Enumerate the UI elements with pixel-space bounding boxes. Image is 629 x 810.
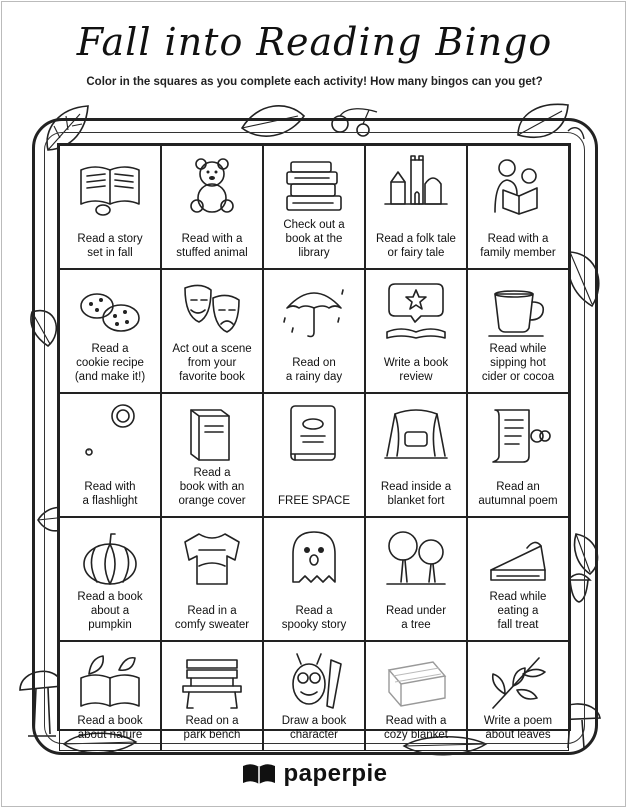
page-subtitle: Color in the squares as you complete each activity! How many bingos can you get?: [86, 76, 543, 88]
bingo-cell[interactable]: [467, 517, 569, 641]
bingo-cell-label: Read a folk tale or fairy tale: [376, 233, 456, 259]
bingo-cell[interactable]: [161, 269, 263, 393]
castle-icon: [381, 154, 451, 218]
bingo-cell[interactable]: [263, 393, 365, 517]
bingo-cell[interactable]: [365, 145, 467, 269]
bingo-cell-label: Read a book with an orange cover: [178, 467, 246, 507]
bingo-cell[interactable]: [365, 269, 467, 393]
bingo-cell-label: Write a book review: [383, 357, 449, 383]
bingo-cell-label: Read a book about a pumpkin: [77, 591, 143, 631]
umbrella-icon: [279, 278, 349, 342]
bingo-cell-label: Read inside a blanket fort: [380, 481, 452, 507]
bingo-cell-label: Read while sipping hot cider or cocoa: [481, 343, 555, 383]
theater-masks-icon: [177, 278, 247, 342]
bingo-cell-label: Act out a scene from your favorite book: [172, 343, 252, 383]
bench-icon: [177, 650, 247, 714]
pie-slice-icon: [483, 526, 553, 590]
bingo-cell[interactable]: [467, 269, 569, 393]
bingo-cell[interactable]: [263, 145, 365, 269]
standing-book-icon: [177, 402, 247, 466]
bingo-cell[interactable]: [59, 517, 161, 641]
bingo-cell[interactable]: [467, 393, 569, 517]
closed-book-icon: [279, 402, 349, 466]
bingo-cell[interactable]: [263, 641, 365, 751]
bingo-cell[interactable]: [161, 641, 263, 751]
bingo-cell[interactable]: [263, 517, 365, 641]
leaf-branch-icon: [483, 650, 553, 714]
bingo-cell-label: Read on a park bench: [183, 715, 241, 741]
bingo-cell[interactable]: [161, 145, 263, 269]
bingo-cell-label: Read on a rainy day: [285, 357, 343, 383]
bingo-cell[interactable]: [59, 641, 161, 751]
teddy-bear-icon: [177, 154, 247, 218]
trees-icon: [381, 526, 451, 590]
family-reading-icon: [483, 154, 553, 218]
bingo-cell[interactable]: [365, 517, 467, 641]
bingo-cell-label: Read a story set in fall: [77, 233, 143, 259]
pumpkin-icon: [75, 526, 145, 590]
bingo-grid: [57, 143, 571, 741]
book-stack-icon: [279, 154, 349, 218]
mug-icon: [483, 278, 553, 342]
bingo-cell[interactable]: [263, 269, 365, 393]
bingo-cell-label: Read with a stuffed animal: [176, 233, 248, 259]
bingo-cell-label: Read a book about nature: [77, 715, 143, 741]
bingo-cell-label: Read under a tree: [385, 605, 447, 631]
sweater-icon: [177, 526, 247, 590]
bingo-cell-label: Read a spooky story: [281, 605, 347, 631]
bingo-cell[interactable]: [161, 393, 263, 517]
book-logo-icon: [241, 762, 277, 786]
bingo-cell-label: Read with a cozy blanket: [384, 715, 448, 741]
bingo-cell-label: Write a poem about leaves: [483, 715, 553, 741]
bingo-cell[interactable]: [59, 269, 161, 393]
bingo-cell-label: Draw a book character: [281, 715, 347, 741]
logo-text: paperpie: [283, 760, 388, 787]
flashlight-icon: [75, 402, 145, 466]
bingo-cell[interactable]: [365, 641, 467, 751]
bingo-cell-label: Read a cookie recipe (and make it!): [74, 343, 146, 383]
bingo-cell-label: Read while eating a fall treat: [489, 591, 547, 631]
bingo-cell[interactable]: [467, 641, 569, 751]
blanket-fort-icon: [381, 402, 451, 466]
bingo-cell-label: Read with a flashlight: [82, 481, 138, 507]
brand-logo: [0, 760, 629, 788]
book-star-icon: [381, 278, 451, 342]
nature-book-icon: [75, 650, 145, 714]
bingo-cell-label: Read with a family member: [480, 233, 556, 259]
folded-blanket-icon: [381, 650, 451, 714]
bingo-cell[interactable]: [59, 145, 161, 269]
bingo-cell[interactable]: [365, 393, 467, 517]
ghost-icon: [279, 526, 349, 590]
bingo-cell-label: Check out a book at the library: [283, 219, 345, 259]
bingo-cell-label: Read an autumnal poem: [478, 481, 558, 507]
bingo-cell-label: Read in a comfy sweater: [174, 605, 250, 631]
page-title: Fall into Reading Bingo: [76, 20, 553, 64]
monster-pencil-icon: [279, 650, 349, 714]
bingo-cell-label: FREE SPACE: [278, 495, 350, 507]
cookies-icon: [75, 278, 145, 342]
open-book-icon: [75, 154, 145, 218]
bingo-cell[interactable]: [59, 393, 161, 517]
bingo-cell[interactable]: [467, 145, 569, 269]
scroll-icon: [483, 402, 553, 466]
bingo-cell[interactable]: [161, 517, 263, 641]
